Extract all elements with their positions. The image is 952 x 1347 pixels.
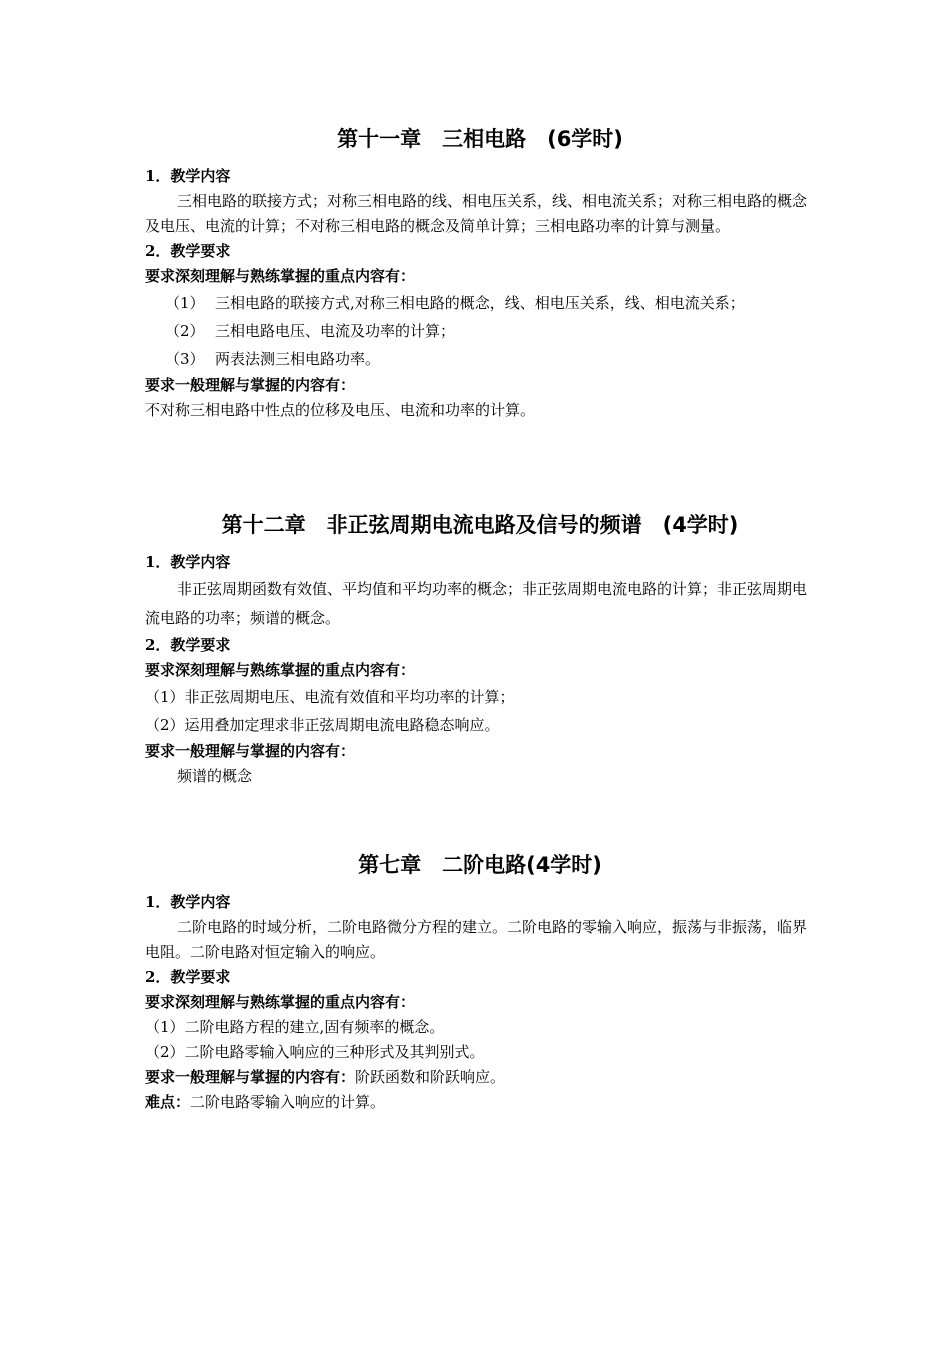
ch7-content-paragraph: 二阶电路的时域分析，二阶电路微分方程的建立。二阶电路的零输入响应，振荡与非振荡，临界电阻。二阶电路对恒定输入的响应。 [145, 918, 808, 961]
ch12-general-text: 频谱的概念 [177, 767, 253, 785]
ch7-difficulty-label: 难点： [145, 1093, 191, 1111]
ch11-list-item [145, 317, 815, 345]
ch11-item-text: 两表法测三相电路功率。 [215, 350, 381, 368]
ch12-content-paragraph: 非正弦周期函数有效值、平均值和平均功率的概念；非正弦周期电流电路的计算；非正弦周期电流电路的功率；频谱的概念。 [145, 580, 808, 627]
ch12-section-requirements: 2．教学要求 [145, 636, 231, 654]
ch11-item-text: 三相电路的联接方式,对称三相电路的概念，线、相电压关系，线、相电流关系； [215, 294, 745, 312]
chapter-12 [145, 510, 815, 789]
ch12-section-teaching-content: 1．教学内容 [145, 553, 231, 571]
chapter-7 [145, 850, 815, 1115]
ch11-section-requirements: 2．教学要求 [145, 242, 231, 260]
ch11-deep-label: 要求深刻理解与熟练掌握的重点内容有： [145, 267, 416, 285]
ch12-list-item: （1）非正弦周期电压、电流有效值和平均功率的计算； [145, 688, 515, 706]
ch7-deep-label: 要求深刻理解与熟练掌握的重点内容有： [145, 993, 416, 1011]
ch7-section-teaching-content: 1．教学内容 [145, 893, 231, 911]
ch7-general-text: 阶跃函数和阶跃响应。 [355, 1068, 506, 1086]
ch7-difficulty-text: 二阶电路零输入响应的计算。 [190, 1093, 386, 1111]
ch7-general-label: 要求一般理解与掌握的内容有： [145, 1068, 356, 1086]
ch11-list-item [145, 289, 815, 317]
ch11-item-number: （3） [165, 350, 205, 368]
ch12-general-label: 要求一般理解与掌握的内容有： [145, 742, 356, 760]
ch11-general-label: 要求一般理解与掌握的内容有： [145, 376, 356, 394]
ch11-item-text: 三相电路电压、电流及功率的计算； [215, 322, 456, 340]
ch7-difficulty-line [145, 1090, 815, 1115]
ch11-section-teaching-content: 1．教学内容 [145, 167, 231, 185]
ch11-general-text: 不对称三相电路中性点的位移及电压、电流和功率的计算。 [145, 401, 536, 419]
chapter-12-title: 第十二章 非正弦周期电流电路及信号的频谱 (4学时) [221, 513, 739, 537]
ch11-item-number: （2） [165, 322, 205, 340]
ch7-section-requirements: 2．教学要求 [145, 968, 231, 986]
chapter-11-title: 第十一章 三相电路 (6学时) [337, 127, 623, 151]
ch11-list-item [145, 345, 815, 373]
chapter-11 [145, 124, 815, 423]
ch12-deep-label: 要求深刻理解与熟练掌握的重点内容有： [145, 661, 416, 679]
ch11-content-paragraph: 三相电路的联接方式；对称三相电路的线、相电压关系，线、相电流关系；对称三相电路的概念及电压、电流的计算；不对称三相电路的概念及简单计算；三相电路功率的计算与测量。 [145, 192, 808, 235]
ch7-list-item: （2）二阶电路零输入响应的三种形式及其判别式。 [145, 1043, 485, 1061]
chapter-7-title: 第七章 二阶电路(4学时) [358, 853, 602, 877]
ch11-item-number: （1） [165, 294, 205, 312]
ch12-list-item: （2）运用叠加定理求非正弦周期电流电路稳态响应。 [145, 716, 500, 734]
ch7-general-line [145, 1065, 815, 1090]
ch7-list-item: （1）二阶电路方程的建立,固有频率的概念。 [145, 1018, 445, 1036]
